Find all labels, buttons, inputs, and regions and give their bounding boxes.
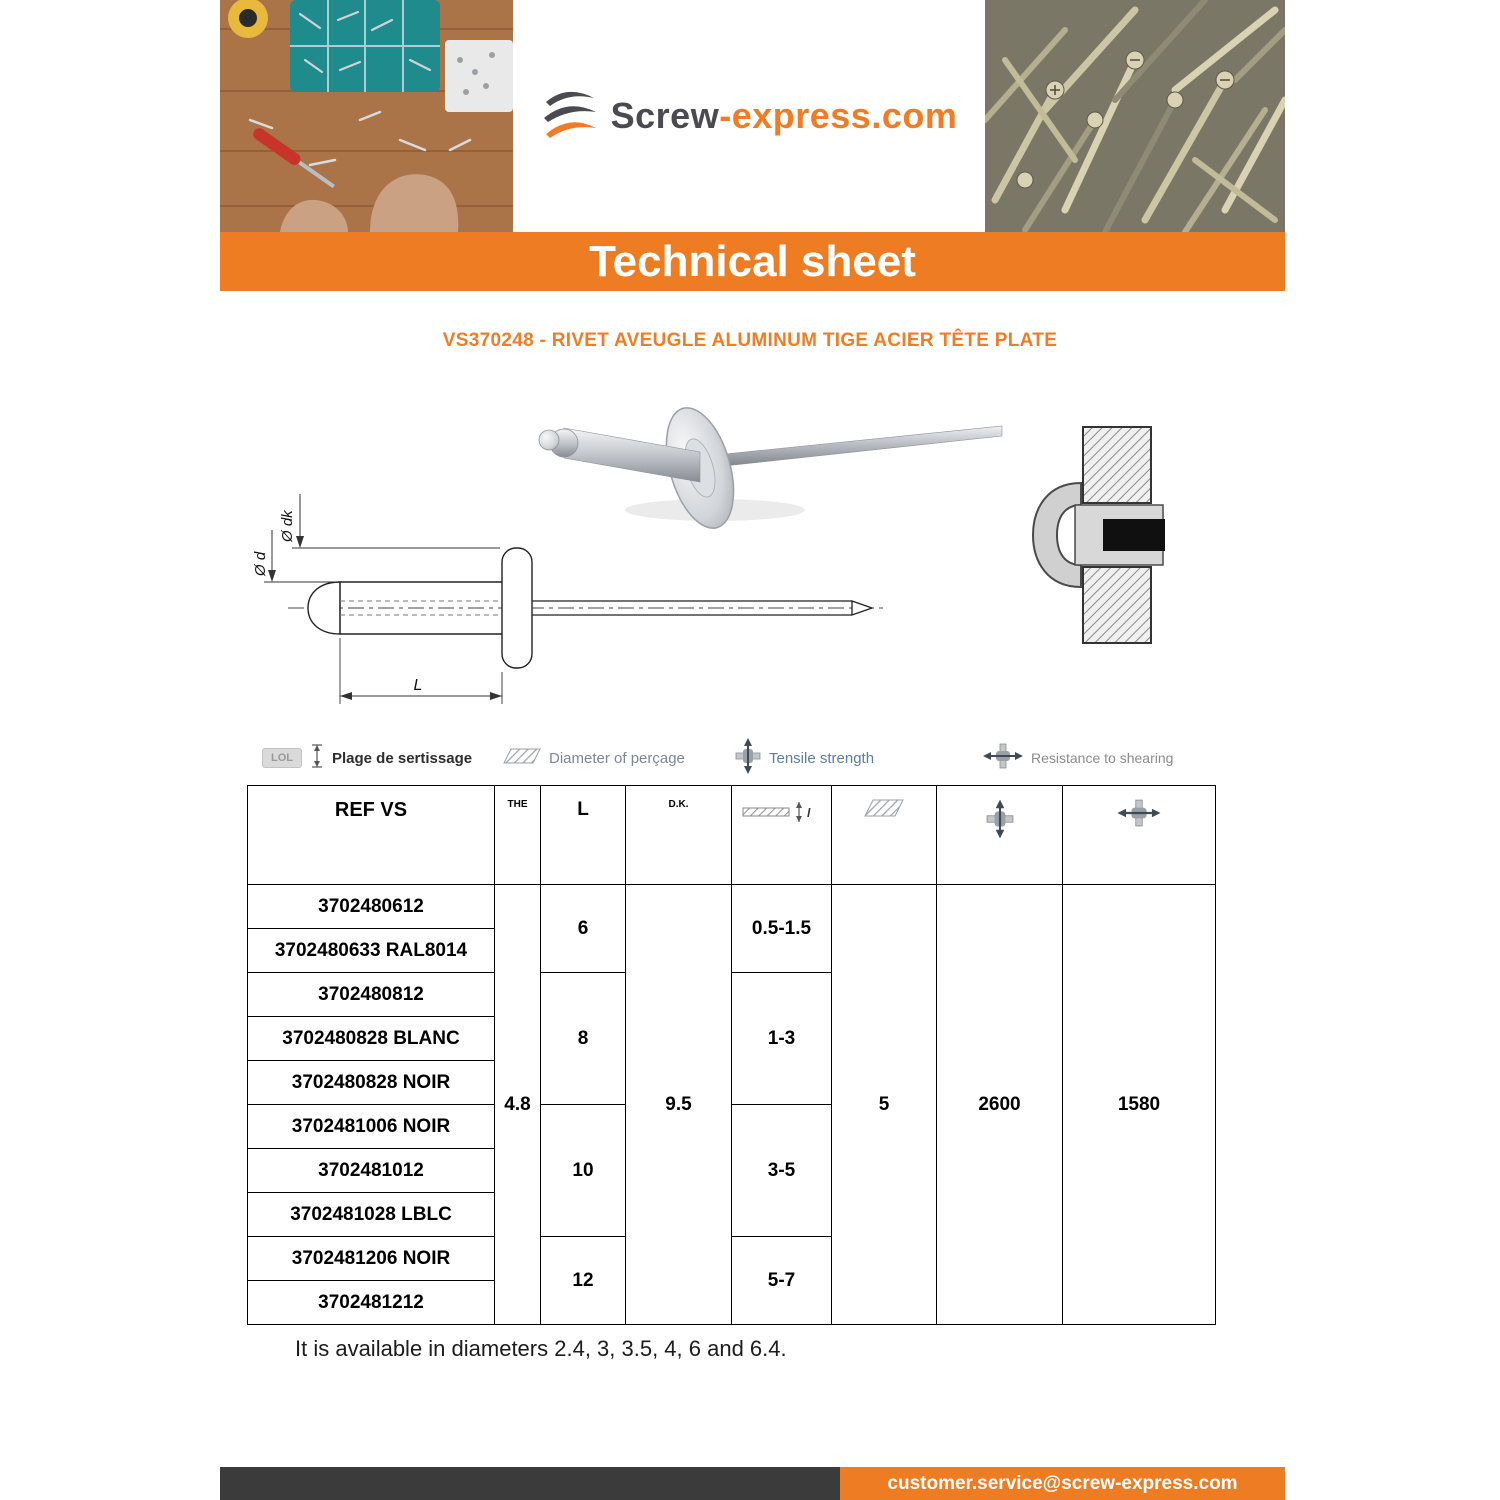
col-header-grip-icon bbox=[732, 786, 832, 885]
grip-range-cell: 1-3 bbox=[732, 973, 832, 1105]
col-header-l: L bbox=[541, 786, 626, 885]
ref-cell: 3702481206 NOIR bbox=[248, 1237, 495, 1281]
col-header-shear-icon bbox=[1063, 786, 1216, 885]
the-value-cell: 4.8 bbox=[495, 885, 541, 1325]
screws-photo-graphic bbox=[985, 0, 1285, 232]
ref-cell: 3702480612 bbox=[248, 885, 495, 929]
dk-value-cell: 9.5 bbox=[626, 885, 732, 1325]
tensile-strength-icon bbox=[735, 738, 761, 779]
rivet-dimension-drawing bbox=[240, 430, 920, 735]
shear-value-cell: 1580 bbox=[1063, 885, 1216, 1325]
col-header-tensile-icon bbox=[937, 786, 1063, 885]
legend-shear bbox=[983, 738, 1173, 778]
ref-cell: 3702480828 BLANC bbox=[248, 1017, 495, 1061]
drill-value-cell: 5 bbox=[832, 885, 937, 1325]
table-row bbox=[248, 885, 1216, 929]
col-header-drill-icon bbox=[832, 786, 937, 885]
dim-label-dk: Ø dk bbox=[279, 510, 296, 542]
logo-text-express: -express.com bbox=[719, 95, 958, 136]
dim-label-l: L bbox=[413, 677, 423, 694]
grip-range-arrow-icon bbox=[310, 741, 324, 776]
legend-tensile bbox=[735, 738, 874, 778]
availability-note: It is available in diameters 2.4, 3, 3.5, 4, 6 and 6.4. bbox=[295, 1336, 787, 1361]
legend-tensile-label: Tensile strength bbox=[769, 749, 875, 767]
legend-drill-diameter bbox=[503, 738, 685, 778]
ref-cell: 3702481028 LBLC bbox=[248, 1193, 495, 1237]
grip-length-mark: l bbox=[806, 806, 810, 820]
footer-email: customer.service@screw-express.com bbox=[840, 1467, 1285, 1500]
col-header-ref: REF VS bbox=[248, 786, 495, 885]
header-photo-workbench bbox=[220, 0, 513, 232]
spec-table bbox=[247, 785, 1216, 1325]
l-value-cell: 10 bbox=[541, 1105, 626, 1237]
tensile-value-cell: 2600 bbox=[937, 885, 1063, 1325]
ref-cell: 3702480828 NOIR bbox=[248, 1061, 495, 1105]
banner-title: Technical sheet bbox=[220, 232, 1285, 291]
logo-text bbox=[611, 95, 958, 137]
logo-text-screw: Screw bbox=[610, 95, 720, 136]
grip-range-badge: LOL bbox=[262, 748, 302, 768]
dim-label-d: Ø d bbox=[252, 551, 269, 576]
table-header-row bbox=[248, 786, 1216, 885]
product-title: VS370248 - RIVET AVEUGLE ALUMINUM TIGE ACIER TÊTE PLATE bbox=[442, 330, 1058, 351]
legend-grip-label: Plage de sertissage bbox=[332, 749, 473, 767]
col-header-dk: D.K. bbox=[626, 786, 732, 885]
shear-resistance-icon bbox=[983, 743, 1023, 774]
ref-cell: 3702481012 bbox=[248, 1149, 495, 1193]
l-value-cell: 12 bbox=[541, 1237, 626, 1325]
grip-range-cell: 3-5 bbox=[732, 1105, 832, 1237]
grip-range-cell: 5-7 bbox=[732, 1237, 832, 1325]
workbench-photo-graphic bbox=[220, 0, 513, 232]
drill-diameter-icon bbox=[503, 748, 541, 769]
installed-rivet-cross-section bbox=[1015, 425, 1200, 650]
header-photo-screws bbox=[985, 0, 1285, 232]
l-value-cell: 8 bbox=[541, 973, 626, 1105]
footer-bar bbox=[220, 1467, 1285, 1500]
legend-drill-label: Diameter of perçage bbox=[549, 749, 685, 767]
legend-grip-range bbox=[262, 738, 472, 778]
logo-swoosh-icon bbox=[541, 89, 599, 144]
ref-cell: 3702480633 RAL8014 bbox=[248, 929, 495, 973]
ref-cell: 3702481006 NOIR bbox=[248, 1105, 495, 1149]
ref-cell: 3702481212 bbox=[248, 1281, 495, 1325]
ref-cell: 3702480812 bbox=[248, 973, 495, 1017]
col-header-the: THE bbox=[495, 786, 541, 885]
legend-shear-label: Resistance to shearing bbox=[1031, 750, 1174, 766]
logo bbox=[513, 0, 985, 232]
legend-row bbox=[247, 738, 1232, 778]
l-value-cell: 6 bbox=[541, 885, 626, 973]
grip-range-cell: 0.5-1.5 bbox=[732, 885, 832, 973]
